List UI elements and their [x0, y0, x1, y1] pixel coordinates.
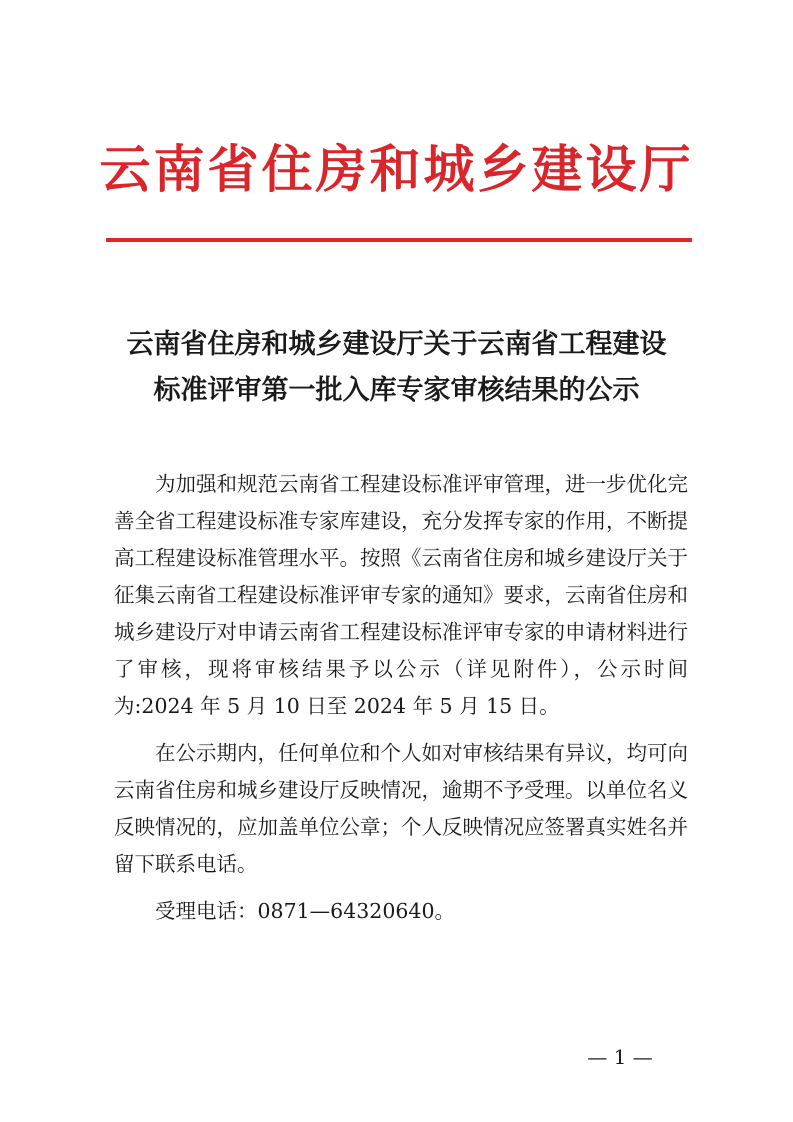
document-title-line-2: 标准评审第一批入库专家审核结果的公示	[153, 375, 640, 406]
agency-letterhead-title: 云南省住房和城乡建设厅	[99, 140, 694, 200]
document-body	[114, 466, 688, 930]
body-paragraph-objection: 在公示期内，任何单位和个人如对审核结果有异议，均可向云南省住房和城乡建设厅反映情况，逾期不予受理。以单位名义反映情况的，应加盖单位公章；个人反映情况应签署真实姓名并留下联系电话。	[114, 741, 688, 876]
document-title-line-1: 云南省住房和城乡建设厅关于云南省工程建设	[126, 329, 667, 360]
body-paragraph-purpose: 为加强和规范云南省工程建设标准评审管理，进一步优化完善全省工程建设标准专家库建设，充分发挥专家的作用，不断提高工程建设标准管理水平。按照《云南省住房和城乡建设厅关于征集云南省工程建设标准评审专家的通知》要求，云南省住房和城乡建设厅对申请云南省工程建设标准评审专家的申请材料进行了审核，现将审核结果予以公示（详见附件），公示时间为:2024 年 5 月 10 日至 2024 年 5 月 15 日。	[114, 472, 688, 718]
letterhead-red-divider	[106, 238, 692, 242]
page-number: — 1 —	[587, 1045, 653, 1069]
body-paragraph-phone: 受理电话：0871—64320640。	[155, 899, 456, 923]
document-title	[60, 322, 733, 414]
